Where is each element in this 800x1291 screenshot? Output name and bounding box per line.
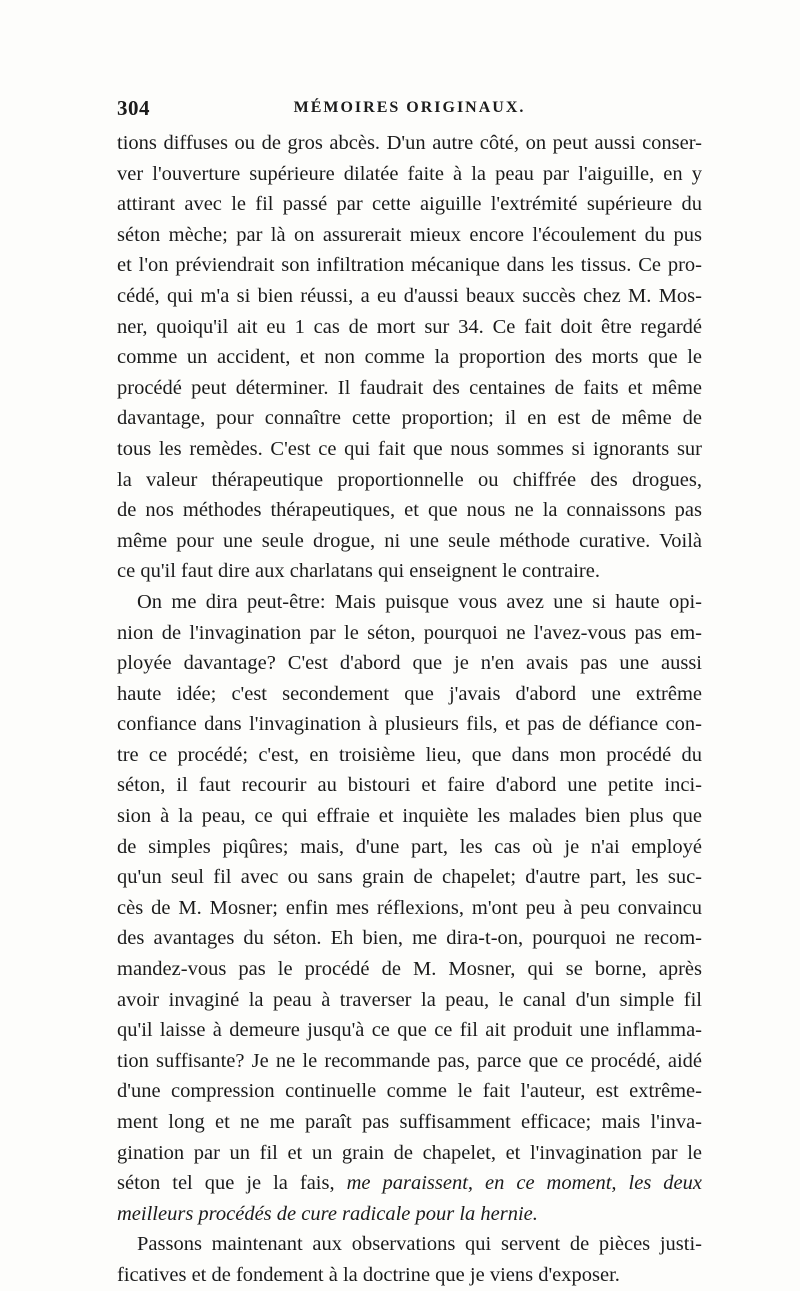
- text-line: [117, 1138, 702, 1169]
- line-text: cès de M. Mosner; enfin mes réflexions, m'ont peu à peu convaincu: [117, 896, 702, 919]
- text-line: [117, 281, 702, 312]
- text-line: [117, 1199, 702, 1230]
- text-line: [117, 220, 702, 251]
- line-italic-text: me paraissent, en ce moment, les deux: [346, 1172, 702, 1195]
- line-text: séton mèche; par là on assurerait mieux encore l'écoulement du pus: [117, 223, 702, 246]
- line-text: ment long et ne me paraît pas suffisamment efficace; mais l'inva-: [117, 1111, 702, 1133]
- line-text: davantage, pour connaître cette proportion; il en est de même de: [117, 407, 702, 430]
- line-text: des avantages du séton. Eh bien, me dira-t-on, pourquoi ne recom-: [117, 927, 702, 950]
- page-number: 304: [117, 96, 150, 120]
- line-text: tion suffisante? Je ne le recommande pas, parce que ce procédé, aidé: [117, 1049, 702, 1072]
- line-text: ployée davantage? C'est d'abord que je n'en avais pas une aussi: [117, 652, 702, 675]
- line-text: procédé peut déterminer. Il faudrait des centaines de faits et même: [117, 376, 702, 399]
- line-text: tions diffuses ou de gros abcès. D'un autre côté, on peut aussi conser-: [117, 132, 702, 154]
- line-text: cédé, qui m'a si bien réussi, a eu d'aussi beaux succès chez M. Mos-: [117, 284, 702, 307]
- text-line: [117, 434, 702, 465]
- text-line: [117, 403, 702, 434]
- line-text: séton tel que je la fais,: [117, 1172, 347, 1195]
- line-text: tous les remèdes. C'est ce qui fait que nous sommes si ignorants sur: [117, 437, 702, 460]
- text-line: [117, 832, 702, 863]
- line-text: ce qu'il faut dire aux charlatans qui enseignent le contraire.: [117, 560, 600, 583]
- text-line: [117, 1229, 702, 1260]
- text-line: [117, 1015, 702, 1046]
- text-line: [117, 1046, 702, 1077]
- line-text: ner, quoiqu'il ait eu 1 cas de mort sur 34. Ce fait doit être regardé: [117, 315, 702, 338]
- line-text: ver l'ouverture supérieure dilatée faite à la peau par l'aiguille, en y: [117, 162, 702, 185]
- text-line: [117, 465, 702, 496]
- line-text: de simples piqûres; mais, d'une part, les cas où je n'ai employé: [117, 835, 702, 858]
- line-text: avoir invaginé la peau à traverser la peau, le canal d'un simple fil: [117, 988, 702, 1011]
- text-line: [117, 342, 702, 373]
- line-text: attirant avec le fil passé par cette aiguille l'extrémité supérieure du: [117, 193, 702, 216]
- text-line: [117, 709, 702, 740]
- line-text: tre ce procédé; c'est, en troisième lieu, que dans mon procédé du: [117, 743, 702, 766]
- text-line: [117, 1168, 702, 1199]
- running-head: [117, 96, 702, 122]
- line-text: et l'on préviendrait son infiltration mécanique dans les tissus. Ce pro-: [117, 254, 702, 277]
- line-text: Passons maintenant aux observations qui servent de pièces justi-: [137, 1233, 702, 1256]
- text-line: [117, 985, 702, 1016]
- text-line: [117, 618, 702, 649]
- line-text: On me dira peut-être: Mais puisque vous avez une si haute opi-: [137, 590, 702, 613]
- text-line: [117, 159, 702, 190]
- line-text: nion de l'invagination par le séton, pourquoi ne l'avez-vous pas em-: [117, 621, 702, 644]
- text-line: [117, 556, 702, 587]
- line-text: d'une compression continuelle comme le fait l'auteur, est extrême-: [117, 1080, 702, 1103]
- line-italic-text: meilleurs procédés de cure radicale pour la hernie.: [117, 1202, 538, 1225]
- text-line: [117, 128, 702, 159]
- text-line: [117, 740, 702, 771]
- text-line: [117, 312, 702, 343]
- text-line: [117, 770, 702, 801]
- line-text: qu'un seul fil avec ou sans grain de chapelet; d'autre part, les suc-: [117, 866, 702, 889]
- text-line: [117, 923, 702, 954]
- text-line: [117, 189, 702, 220]
- line-text: qu'il laisse à demeure jusqu'à ce que ce fil ait produit une inflamma-: [117, 1019, 702, 1042]
- line-text: confiance dans l'invagination à plusieurs fils, et pas de défiance con-: [117, 713, 702, 736]
- text-line: [117, 862, 702, 893]
- text-line: [117, 801, 702, 832]
- text-line: [117, 954, 702, 985]
- line-text: comme un accident, et non comme la proportion des morts que le: [117, 346, 702, 369]
- line-text: haute idée; c'est secondement que j'avais d'abord une extrême: [117, 682, 702, 705]
- text-line: [117, 250, 702, 281]
- text-line: [117, 679, 702, 710]
- line-text: mandez-vous pas le procédé de M. Mosner, qui se borne, après: [117, 958, 702, 981]
- text-line: [117, 1076, 702, 1107]
- body-text: [117, 128, 702, 1291]
- text-line: [117, 893, 702, 924]
- text-line: [117, 526, 702, 557]
- text-line: [117, 1107, 702, 1138]
- text-line: [117, 648, 702, 679]
- text-line: [117, 373, 702, 404]
- text-line: [117, 587, 702, 618]
- line-text: la valeur thérapeutique proportionnelle ou chiffrée des drogues,: [117, 468, 702, 491]
- line-text: gination par un fil et un grain de chapelet, et l'invagination par le: [117, 1141, 702, 1164]
- text-line: [117, 1260, 702, 1291]
- line-text: même pour une seule drogue, ni une seule méthode curative. Voilà: [117, 529, 702, 552]
- line-text: séton, il faut recourir au bistouri et faire d'abord une petite inci-: [117, 774, 702, 797]
- line-text: ficatives et de fondement à la doctrine que je viens d'exposer.: [117, 1263, 620, 1286]
- line-text: de nos méthodes thérapeutiques, et que nous ne la connaissons pas: [117, 499, 702, 522]
- running-title: MÉMOIRES ORIGINAUX.: [293, 99, 526, 116]
- text-line: [117, 495, 702, 526]
- line-text: sion à la peau, ce qui effraie et inquiète les malades bien plus que: [117, 805, 702, 828]
